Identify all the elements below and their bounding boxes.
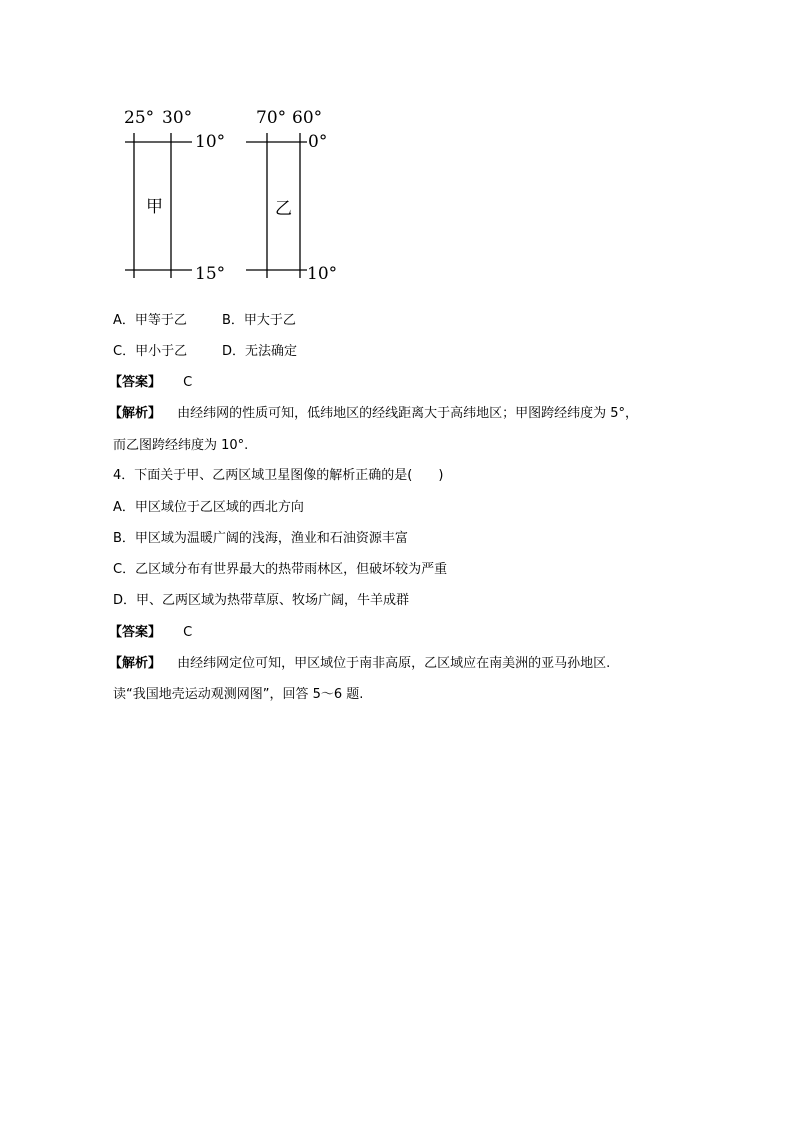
q4-analysis-tag: 【解析】 (109, 656, 162, 671)
jia-region-label: 甲 (146, 197, 163, 217)
yi-lon-right-label: 60° (292, 108, 323, 128)
q3-analysis-line1: 由经纬网的性质可知，低纬地区的经线距离大于高纬地区；甲图跨经纬度为 5°， (177, 406, 639, 421)
q3-answer-row (109, 375, 192, 391)
q3-analysis-line2: 而乙图跨经纬度为 10°. (113, 438, 249, 453)
q3-analysis-tag: 【解析】 (109, 406, 162, 421)
yi-region-label: 乙 (275, 199, 292, 219)
q3-answer: C (183, 375, 193, 390)
graticule-figure (0, 0, 794, 300)
q4-answer-tag: 【答案】 (109, 625, 162, 640)
jia-lon-left-label: 25° (124, 108, 155, 128)
q3-answer-tag: 【答案】 (109, 375, 162, 390)
q4-analysis-row (109, 656, 610, 672)
q3-option-c: C．甲小于乙 (113, 344, 188, 359)
q3-option-b: B．甲大于乙 (222, 313, 296, 328)
q3-option-a: A．甲等于乙 (113, 313, 187, 328)
yi-lat-bottom-label: 10° (307, 264, 338, 284)
q3-option-d: D．无法确定 (222, 344, 298, 359)
q4-option-d: D．甲、乙两区域为热带草原、牧场广阔，牛羊成群 (113, 593, 410, 608)
next-questions-intro: 读“我国地壳运动观测网图”，回答 5～6 题. (113, 687, 364, 702)
jia-lat-bottom-label: 15° (195, 264, 226, 284)
yi-lat-top-label: 0° (308, 132, 328, 152)
q4-option-b: B．甲区域为温暖广阔的浅海，渔业和石油资源丰富 (113, 531, 408, 546)
q4-answer-row (109, 625, 192, 641)
q4-analysis: 由经纬网定位可知，甲区域位于南非高原，乙区域应在南美洲的亚马孙地区. (177, 656, 611, 671)
q4-answer: C (183, 625, 193, 640)
q4-option-a: A．甲区域位于乙区域的西北方向 (113, 500, 304, 515)
yi-lon-left-label: 70° (256, 108, 287, 128)
jia-lon-right-label: 30° (162, 108, 193, 128)
q3-analysis-row (109, 406, 638, 422)
jia-lat-top-label: 10° (195, 132, 226, 152)
q4-option-c: C．乙区域分布有世界最大的热带雨林区，但破坏较为严重 (113, 562, 448, 577)
q4-stem: 4．下面关于甲、乙两区域卫星图像的解析正确的是( ) (113, 468, 444, 483)
